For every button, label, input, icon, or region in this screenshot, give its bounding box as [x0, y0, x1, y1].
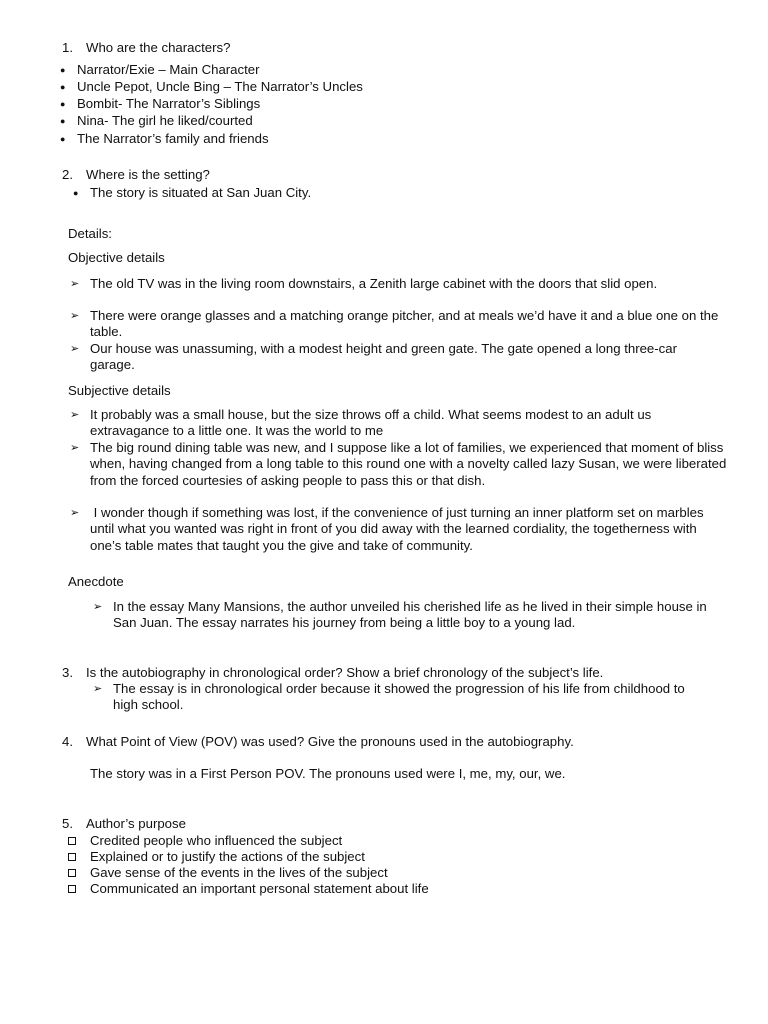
anecdote-heading: Anecdote — [68, 574, 124, 589]
objective-heading: Objective details — [68, 250, 165, 265]
arrow-bullet-icon: ➢ — [70, 442, 80, 454]
option-label: Communicated an important personal statement about life — [90, 881, 429, 896]
option-label: Explained or to justify the actions of the subject — [90, 849, 365, 864]
question-text: Who are the characters? — [86, 40, 231, 55]
list-item: There were orange glasses and a matching orange pitcher, and at meals we’d have it and a blue one on the table. — [90, 308, 719, 340]
bullet-icon: ● — [60, 134, 66, 144]
list-item: In the essay Many Mansions, the author unveiled his cherished life as he lived in their simple house in San Juan. The essay narrates his journey from being a little boy to a young lad. — [113, 599, 707, 631]
arrow-bullet-icon: ➢ — [93, 683, 103, 695]
list-item: Bombit- The Narrator’s Siblings — [77, 96, 261, 111]
bullet-icon: ● — [60, 65, 66, 75]
option-label: Gave sense of the events in the lives of the subject — [90, 865, 388, 880]
bullet-icon: ● — [60, 99, 66, 109]
list-item: Nina- The girl he liked/courted — [77, 113, 253, 128]
checkbox-icon — [68, 837, 76, 845]
details-heading: Details: — [68, 226, 112, 241]
list-item: Narrator/Exie – Main Character — [77, 62, 260, 77]
list-item: Uncle Pepot, Uncle Bing – The Narrator’s Uncles — [77, 79, 363, 94]
arrow-bullet-icon: ➢ — [70, 343, 80, 355]
option-label: Credited people who influenced the subject — [90, 833, 343, 848]
arrow-bullet-icon: ➢ — [70, 409, 80, 421]
arrow-bullet-icon: ➢ — [70, 278, 80, 290]
answer-text: The story was in a First Person POV. The pronouns used were I, me, my, our, we. — [90, 766, 566, 781]
arrow-bullet-icon: ➢ — [93, 601, 103, 613]
question-number: 5. — [62, 816, 73, 831]
question-text: Where is the setting? — [86, 167, 210, 182]
list-item: The essay is in chronological order because it showed the progression of his life from childhood to high school. — [113, 681, 685, 713]
checkbox-icon — [68, 869, 76, 877]
checkbox-icon — [68, 853, 76, 861]
question-text: Is the autobiography in chronological order? Show a brief chronology of the subject’s life. — [86, 665, 604, 680]
question-number: 4. — [62, 734, 73, 749]
question-number: 1. — [62, 40, 73, 55]
question-text: What Point of View (POV) was used? Give the pronouns used in the autobiography. — [86, 734, 574, 749]
bullet-icon: ● — [60, 116, 66, 126]
question-text: Author’s purpose — [86, 816, 186, 831]
list-item: I wonder though if something was lost, if the convenience of just turning an inner platform set on marbles until what you wanted was right in front of you did away with the learned cordiality, the togetherness with one’s table mates that taught you the give and take of community. — [90, 505, 708, 553]
checkbox-icon — [68, 885, 76, 893]
list-item: The old TV was in the living room downstairs, a Zenith large cabinet with the doors that slid open. — [90, 276, 658, 291]
subjective-heading: Subjective details — [68, 383, 171, 398]
list-item: The big round dining table was new, and I suppose like a lot of families, we experienced that moment of bliss when, having changed from a long table to this round one with a novelty called lazy Susan, we were liberated from the forced courtesies of asking people to pass this or that dish. — [90, 440, 727, 488]
bullet-icon: ● — [73, 188, 79, 198]
bullet-icon: ● — [60, 82, 66, 92]
list-item: It probably was a small house, but the size throws off a child. What seems modest to an adult us extravagance to a little one. It was the world to me — [90, 407, 652, 439]
list-item: The story is situated at San Juan City. — [90, 185, 312, 200]
list-item: Our house was unassuming, with a modest height and green gate. The gate opened a long three-car garage. — [90, 341, 677, 373]
arrow-bullet-icon: ➢ — [70, 507, 80, 519]
question-number: 2. — [62, 167, 73, 182]
list-item: The Narrator’s family and friends — [77, 131, 269, 146]
question-number: 3. — [62, 665, 73, 680]
arrow-bullet-icon: ➢ — [70, 310, 80, 322]
